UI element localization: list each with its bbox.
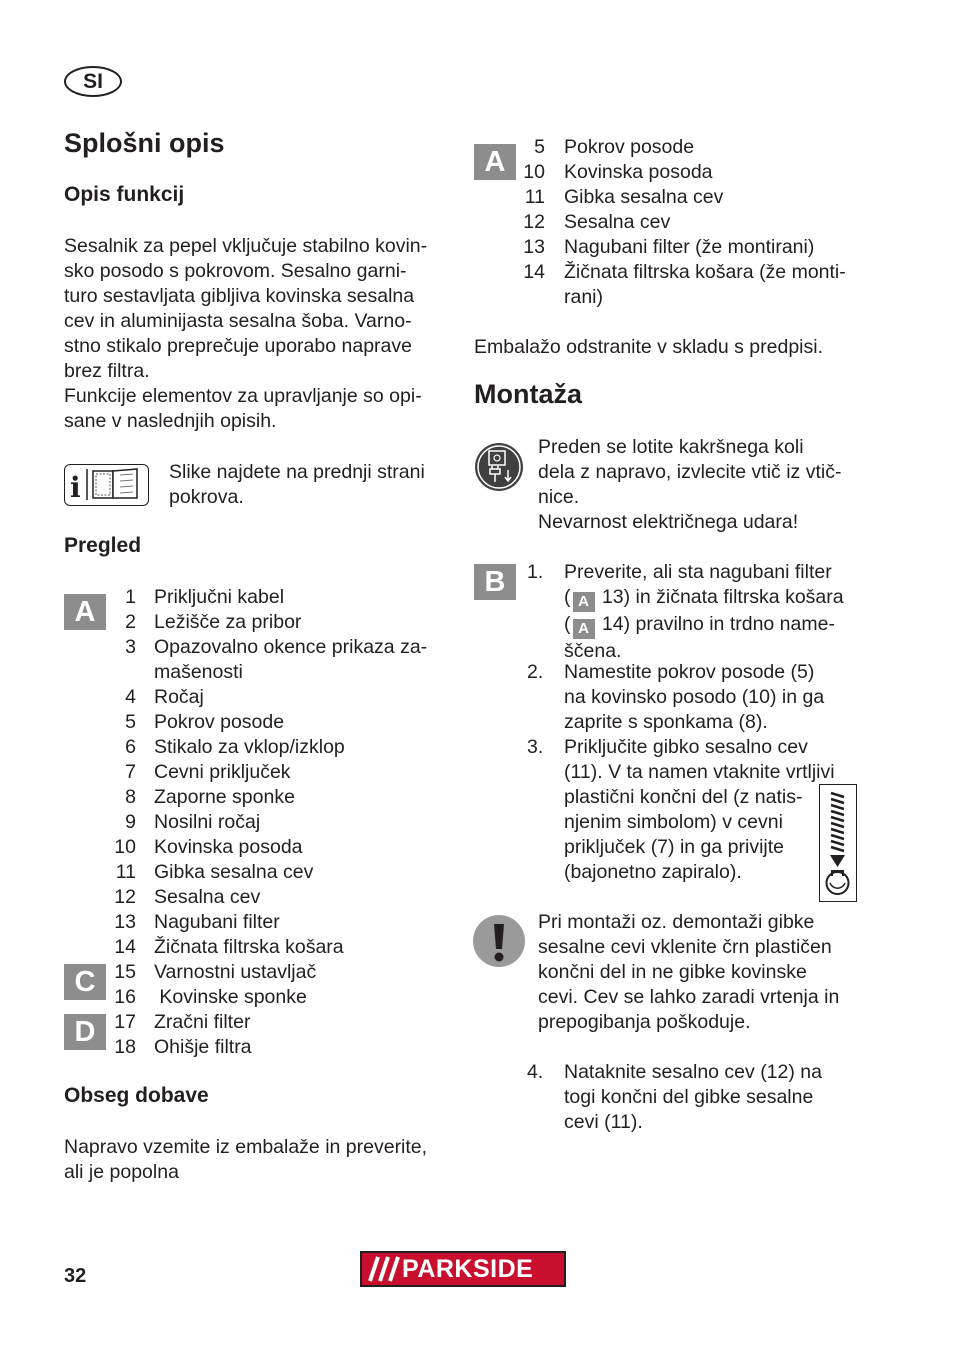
text-line: brez filtra. xyxy=(64,360,150,382)
text-line: njenim simbolom) v cevni xyxy=(564,811,783,833)
text-fragment: 13) in žičnata filtrska košara xyxy=(596,586,844,608)
svg-text:i: i xyxy=(70,471,81,504)
list-item xyxy=(104,785,427,810)
text-line: Slike najdete na prednji strani xyxy=(169,461,425,483)
item-label: Cevni priključek xyxy=(154,761,291,783)
text-line: turo sestavljata gibljiva kovinska sesalna xyxy=(64,285,415,307)
item-number xyxy=(514,285,545,310)
item-label: Pokrov posode xyxy=(564,136,695,158)
text-line: končni del in ne gibke kovinske xyxy=(538,961,807,983)
text-line: prepogibanja poškoduje. xyxy=(538,1011,751,1033)
item-label: Ročaj xyxy=(154,686,204,708)
text-line: Priključite gibko sesalno cev xyxy=(564,736,808,758)
item-number: 17 xyxy=(114,1011,136,1033)
text-line: sane v naslednjih opisih. xyxy=(64,410,277,432)
list-item xyxy=(514,135,846,160)
list-item xyxy=(104,960,427,985)
list-item xyxy=(104,635,427,660)
step-3-text xyxy=(564,735,835,885)
text-line: cevi (11). xyxy=(564,1111,643,1133)
parts-list xyxy=(104,585,427,1060)
text-line: Nataknite sesalno cev (12) na xyxy=(564,1061,822,1083)
embalaza-text: Embalažo odstranite v skladu s predpisi. xyxy=(474,336,824,358)
list-item xyxy=(514,235,846,260)
list-item xyxy=(104,710,427,735)
info-book-icon xyxy=(64,464,149,506)
language-badge: SI xyxy=(64,66,122,97)
list-item xyxy=(514,210,846,235)
list-item xyxy=(104,985,427,1010)
parkside-logo xyxy=(360,1251,566,1287)
item-label: mašenosti xyxy=(154,661,243,683)
text-line: cevi. Cev se lahko zaradi vrtenja in xyxy=(538,986,840,1008)
pregled-heading: Pregled xyxy=(64,534,142,557)
list-item xyxy=(104,1010,427,1035)
item-label: Gibka sesalna cev xyxy=(564,186,724,208)
step-1-number: 1. xyxy=(527,561,544,583)
item-number: 5 xyxy=(125,711,136,733)
text-line: dela z napravo, izvlecite vtič iz vtič- xyxy=(538,461,842,483)
item-number: 14 xyxy=(523,261,545,283)
text-line: sesalne cevi vklenite črn plastičen xyxy=(538,936,832,958)
obseg-dobave-heading: Obseg dobave xyxy=(64,1084,209,1107)
list-item xyxy=(514,160,846,185)
list-item xyxy=(514,260,846,285)
item-number: 11 xyxy=(524,186,545,208)
paren: ( xyxy=(564,586,571,608)
text-line: pokrova. xyxy=(169,486,244,508)
text-line: nice. xyxy=(538,486,580,508)
item-number: 10 xyxy=(523,161,545,183)
text-line: Sesalnik za pepel vključuje stabilno kovin- xyxy=(64,235,428,257)
text-line: zaprite s sponkama (8). xyxy=(564,711,768,733)
item-label: Varnostni ustavljač xyxy=(154,961,317,983)
section-a-badge-right: A xyxy=(474,144,516,180)
item-label: Gibka sesalna cev xyxy=(154,861,314,883)
section-a-ref-icon: A xyxy=(573,592,595,612)
section-d-badge: D xyxy=(64,1014,106,1050)
logo-stripes xyxy=(362,1253,402,1285)
item-label: Opazovalno okence prikaza za- xyxy=(154,636,428,658)
item-number: 12 xyxy=(114,886,136,908)
item-label: Kovinske sponke xyxy=(154,986,307,1008)
list-item xyxy=(104,735,427,760)
list-item xyxy=(104,585,427,610)
step-4-number: 4. xyxy=(527,1061,544,1083)
text-line: ali je popolna xyxy=(64,1161,179,1183)
item-label: Ležišče za pribor xyxy=(154,611,302,633)
list-item xyxy=(104,885,427,910)
list-item xyxy=(104,660,427,685)
item-label: Ohišje filtra xyxy=(154,1036,252,1058)
item-label: Kovinska posoda xyxy=(154,836,303,858)
text-line: ščena. xyxy=(564,640,622,662)
list-item xyxy=(104,810,427,835)
text-line: plastični končni del (z natis- xyxy=(564,786,803,808)
item-number: 7 xyxy=(125,761,136,783)
item-number: 11 xyxy=(115,861,136,883)
item-number: 12 xyxy=(523,211,545,233)
text-line: priključek (7) in ga privijte xyxy=(564,836,784,858)
item-number: 16 xyxy=(114,986,136,1008)
item-label: Kovinska posoda xyxy=(564,161,713,183)
hose-caution-text xyxy=(538,910,839,1035)
text-line: Nevarnost električnega udara! xyxy=(538,511,799,533)
obseg-dobave-text xyxy=(64,1135,427,1185)
list-item xyxy=(514,185,846,210)
text-fragment: 14) pravilno in trdno name- xyxy=(596,613,835,635)
item-number: 18 xyxy=(114,1036,136,1058)
text-line: sko posodo s pokrovom. Sesalno garni- xyxy=(64,260,407,282)
info-text xyxy=(169,460,425,510)
section-a-ref-icon: A xyxy=(573,619,595,639)
item-label: Stikalo za vklop/izklop xyxy=(154,736,345,758)
item-label: rani) xyxy=(564,286,604,308)
opis-funkcij-text xyxy=(64,234,427,434)
text-line: (11). V ta namen vtaknite vrtljivi xyxy=(564,761,835,783)
text-line: stno stikalo preprečuje uporabo naprave xyxy=(64,335,412,357)
step-3-number: 3. xyxy=(527,736,544,758)
step-4-text xyxy=(564,1060,822,1135)
list-item xyxy=(104,910,427,935)
step-2-number: 2. xyxy=(527,661,544,683)
item-label: Nagubani filter xyxy=(154,911,280,933)
item-label: Zaporne sponke xyxy=(154,786,295,808)
item-label: Pokrov posode xyxy=(154,711,285,733)
text-line: Funkcije elementov za upravljanje so opi- xyxy=(64,385,422,407)
list-item xyxy=(104,760,427,785)
item-number: 1 xyxy=(125,586,136,608)
item-number xyxy=(104,660,136,685)
item-label: Žičnata filtrska košara (že monti- xyxy=(564,261,846,283)
montaza-title: Montaža xyxy=(474,379,582,409)
bayonet-lock-icon xyxy=(819,784,857,902)
item-number: 13 xyxy=(523,236,545,258)
section-a-badge: A xyxy=(64,594,106,630)
item-label: Sesalna cev xyxy=(154,886,261,908)
list-item xyxy=(104,1035,427,1060)
item-label: Sesalna cev xyxy=(564,211,671,233)
list-item xyxy=(104,935,427,960)
list-item xyxy=(104,835,427,860)
item-number: 15 xyxy=(114,961,136,983)
text-line: Namestite pokrov posode (5) xyxy=(564,661,815,683)
step-1-text xyxy=(564,560,844,664)
text-line xyxy=(564,585,844,612)
step-2-text xyxy=(564,660,824,735)
text-line: Preden se lotite kakršnega koli xyxy=(538,436,804,458)
text-line: na kovinsko posodo (10) in ga xyxy=(564,686,825,708)
item-number: 14 xyxy=(114,936,136,958)
text-line: Preverite, ali sta nagubani filter xyxy=(564,561,832,583)
item-number: 8 xyxy=(125,786,136,808)
text-line: Napravo vzemite iz embalaže in preverite, xyxy=(64,1136,428,1158)
item-number: 2 xyxy=(125,611,136,633)
item-label: Žičnata filtrska košara xyxy=(154,936,344,958)
item-label: Priključni kabel xyxy=(154,586,285,608)
paren: ( xyxy=(564,613,571,635)
exclamation-warning-icon xyxy=(472,914,526,968)
item-number: 3 xyxy=(125,636,136,658)
item-label: Nosilni ročaj xyxy=(154,811,261,833)
text-line: cev in aluminijasta sesalna šoba. Varno- xyxy=(64,310,412,332)
item-number: 9 xyxy=(125,811,136,833)
list-item xyxy=(104,685,427,710)
section-b-badge: B xyxy=(474,564,516,600)
list-item xyxy=(104,610,427,635)
brand-name: PARKSIDE xyxy=(402,1255,534,1283)
text-line: Pri montaži oz. demontaži gibke xyxy=(538,911,815,933)
section-c-badge: C xyxy=(64,964,106,1000)
item-number: 5 xyxy=(534,136,545,158)
text-line: (bajonetno zapiralo). xyxy=(564,861,742,883)
item-number: 13 xyxy=(114,911,136,933)
text-line xyxy=(564,612,844,639)
text-line: togi končni del gibke sesalne xyxy=(564,1086,814,1108)
item-label: Nagubani filter (že montirani) xyxy=(564,236,815,258)
item-number: 4 xyxy=(125,686,136,708)
item-label: Zračni filter xyxy=(154,1011,251,1033)
item-number: 10 xyxy=(114,836,136,858)
unplug-warning-text xyxy=(538,435,841,535)
page-number: 32 xyxy=(64,1265,87,1287)
list-item xyxy=(514,285,846,310)
item-number: 6 xyxy=(125,736,136,758)
unplug-icon xyxy=(474,442,524,492)
list-item xyxy=(104,860,427,885)
opis-funkcij-heading: Opis funkcij xyxy=(64,183,185,206)
parts-list-right xyxy=(514,135,846,310)
page-title: Splošni opis xyxy=(64,128,225,158)
